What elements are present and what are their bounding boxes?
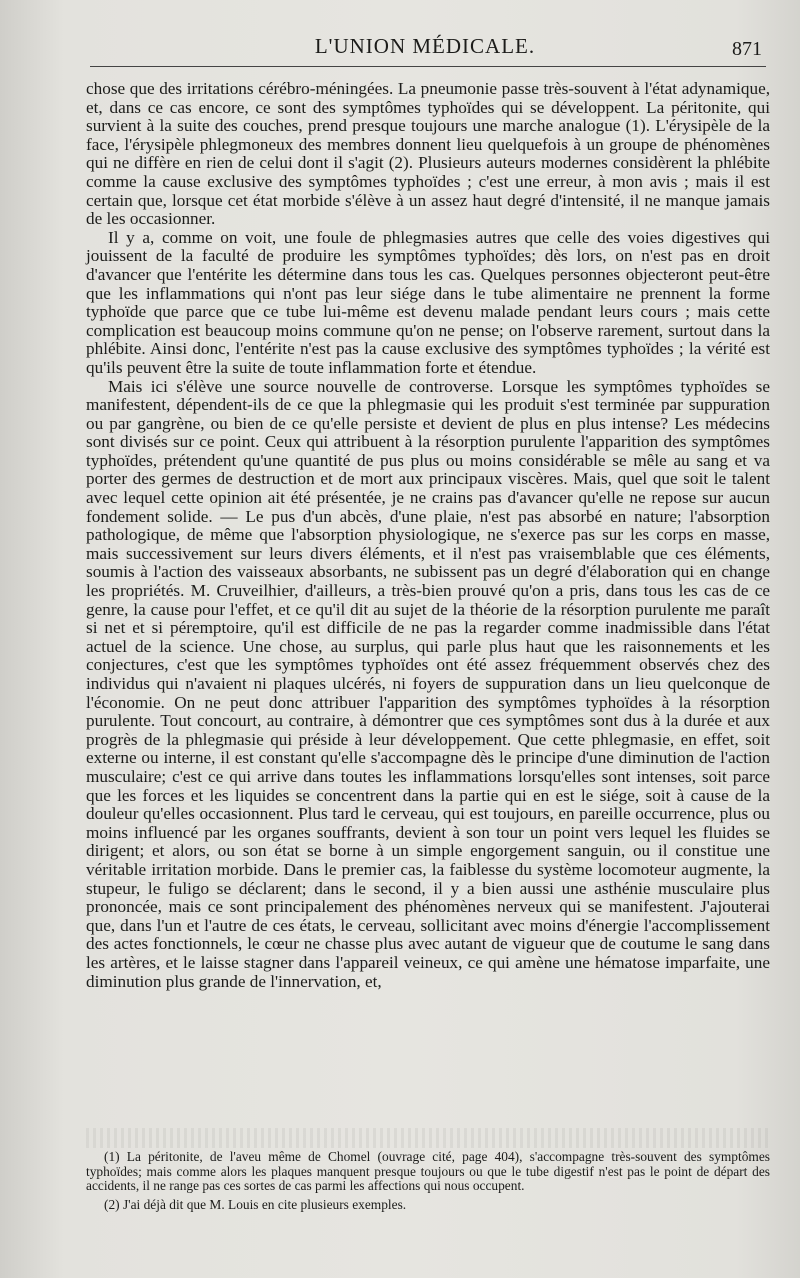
paragraph: Il y a, comme on voit, une foule de phlegmasies autres que celle des voies digestives qui jouissent de la faculté de produire les symptômes typhoïdes; dès lors, on n'est pas en droit d'avancer que l'entérite les détermine dans tous les cas. Quelques personnes objecteront peut-être que les inflammations qui n'ont pas leur siége dans le tube alimentaire ne prennent la forme typhoïde que parce que ce tube lui-même est devenu malade pendant leurs cours ; mais cette complication est beaucoup moins commune qu'on ne pense; on l'observe rarement, surtout dans la phlébite. Ainsi donc, l'entérite n'est pas la cause exclusive des symptômes typhoïdes ; la vérité est qu'ils peuvent être la suite de toute inflammation forte et étendue. bbox=[86, 227, 770, 377]
running-head bbox=[80, 34, 770, 64]
paragraph: Mais ici s'élève une source nouvelle de controverse. Lorsque les symptômes typhoïdes se manifestent, dépendent-ils de ce que la phlegmasie qui les produit s'est terminée par suppuration ou par gangrène, ou bien de ce qu'elle persiste et devient de plus en plus intense? Les médecins sont divisés sur ce point. Ceux qui attribuent à la résorption purulente l'apparition des symptômes typhoïdes, prétendent qu'une quantité de pus plus ou moins considérable se mêle au sang et va porter des germes de destruction et de mort aux principaux viscères. Mais, quel que soit le talent avec lequel cette opinion ait été présentée, je ne crains pas d'avancer qu'elle ne repose sur aucun fondement solide. — Le pus d'un abcès, d'une plaie, n'est pas absorbé en nature; l'absorption pathologique, de même que l'absorption physiologique, ne s'exerce pas sur les corps en masse, mais successivement sur leurs divers éléments, et il n'est pas vraisemblable que ces éléments, soumis à l'action des vaisseaux absorbants, ne subissent pas un degré d'élaboration qui en change les propriétés. M. Cruveilhier, d'ailleurs, a très-bien prouvé qu'on a pris, dans tous les cas de ce genre, la cause pour l'effet, et ce qu'il dit au sujet de la théorie de la résorption purulente me paraît si net et si péremptoire, qu'il est difficile de ne pas la regarder comme inadmissible dans l'état actuel de la science. Une chose, au surplus, qui parle plus haut que les raisonnements et les conjectures, c'est que les symptômes typhoïdes ont été assez fréquemment observés chez des individus qui n'avaient ni plaques ulcérés, ni foyers de suppuration dans un lieu quelconque de l'économie. On ne peut donc attribuer l'apparition des symptômes typhoïdes à la résorption purulente. Tout concourt, au contraire, à démontrer que ces symptômes sont dus à la durée et aux progrès de la phlegmasie qui préside à leur développement. Que cette phlegmasie, en effet, soit externe ou interne, il est constant qu'elle s'accompagne dès le principe d'une diminution de l'action musculaire; c'est ce qui arrive dans toutes les inflammations lorsqu'elles sont intenses, soit parce que les forces et les liquides se concentrent dans la partie qui en est le siége, soit à cause de la douleur qu'elles occasionnent. Plus tard le cerveau, qui est toujours, en pareille occurrence, plus ou moins influencé par les organes souffrants, devient à son tour un point vers lequel les fluides se dirigent; et alors, ou son état se borne à un simple engorgement sanguin, ou il constitue une véritable irritation morbide. Dans le premier cas, la faiblesse du système locomoteur augmente, la stupeur, le fuligo se déclarent; dans le second, il y a bien aussi une asthénie musculaire plus prononcée, mais ce sont principalement des phénomènes nerveux qui se manifestent. J'ajouterai que, dans l'un et l'autre de ces états, le cerveau, sollicitant avec moins d'énergie l'accomplissement des actes fonctionnels, le cœur ne chasse plus avec autant de vigueur que de coutume le sang dans les artères, et le laisse stagner dans l'appareil veineux, ce qui amène une hématose imparfaite, une diminution plus grande de l'innervation, et, bbox=[86, 376, 770, 991]
footnote-1: (1) La péritonite, de l'aveu même de Chomel (ouvrage cité, page 404), s'accompagne très-souvent des symptômes typhoïdes; mais comme alors les plaques manquent presque toujours ou que le tube digestif n'est pas le point de départ des accidents, il ne range pas ces sortes de cas parmi les affections qui nous occupent. bbox=[86, 1149, 770, 1194]
paragraph: chose que des irritations cérébro-méningées. La pneumonie passe très-souvent à l'état adynamique, et, dans ce cas encore, ce sont des symptômes typhoïdes qui se développent. La péritonite, qui survient à la suite des couches, prend presque toujours une marche analogue (1). L'érysipèle de la face, l'érysipèle phlegmoneux des membres donnent lieu quelquefois à un groupe de phénomènes qui ne diffère en rien de celui dont il s'agit (2). Plusieurs auteurs modernes considèrent la phlébite comme la cause exclusive des symptômes typhoïdes ; c'est une erreur, à mon avis ; mais il est certain que, lorsque cet état morbide s'élève à un assez haut degré d'intensité, il ne manque jamais de les occasionner. bbox=[86, 79, 770, 229]
header-rule bbox=[90, 66, 766, 67]
footnote-2: (2) J'ai déjà dit que M. Louis en cite plusieurs exemples. bbox=[104, 1196, 407, 1212]
show-through-bleed bbox=[86, 1128, 770, 1148]
running-title: L'UNION MÉDICALE. bbox=[314, 34, 536, 58]
body-text bbox=[86, 80, 770, 991]
footnotes bbox=[86, 1150, 770, 1216]
page-number: 871 bbox=[732, 38, 762, 60]
